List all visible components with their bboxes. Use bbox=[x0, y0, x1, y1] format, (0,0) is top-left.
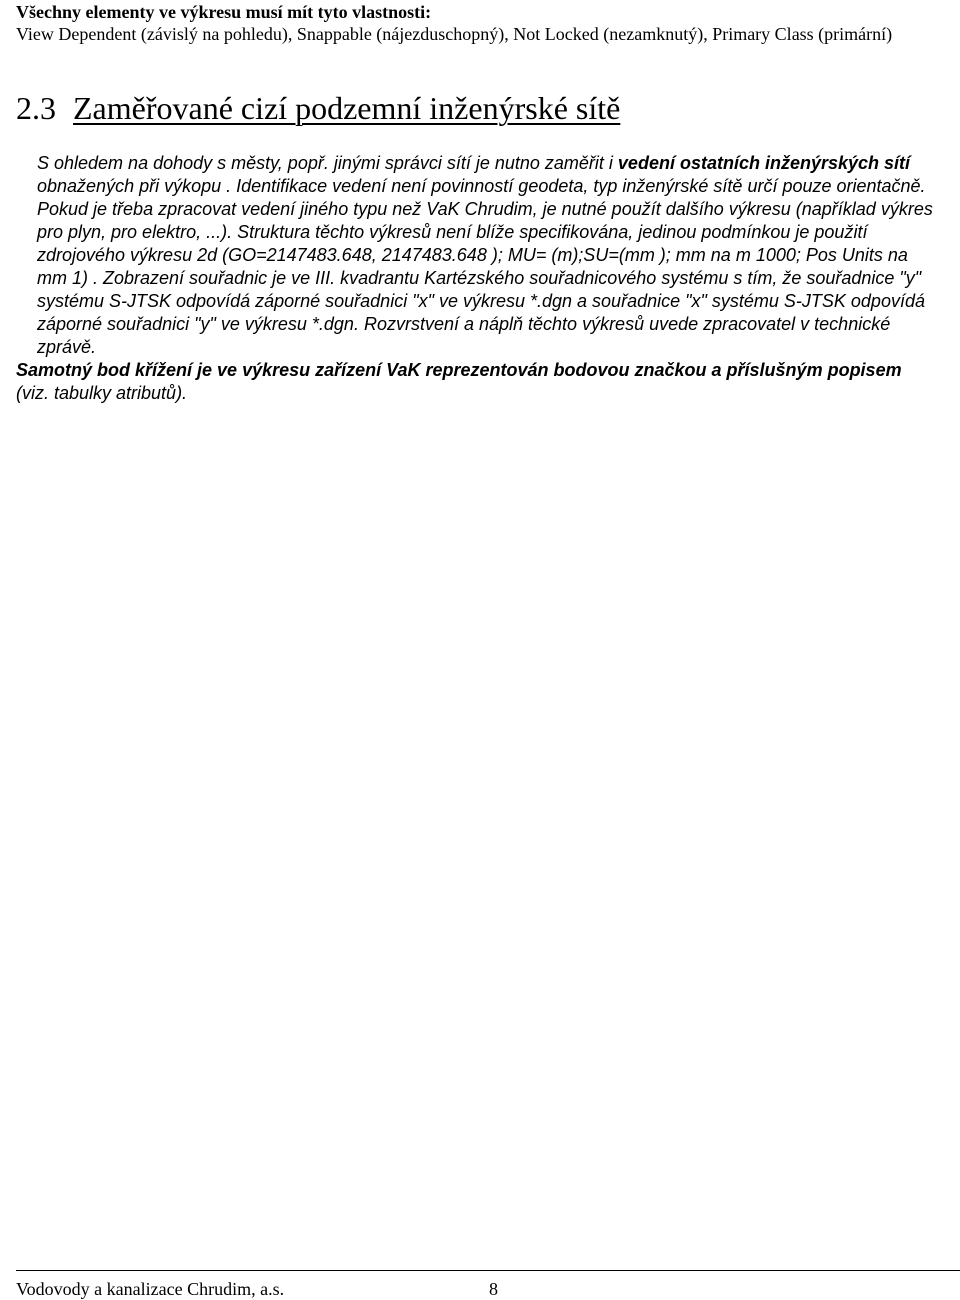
footer-company: Vodovody a kanalizace Chrudim, a.s. bbox=[16, 1279, 285, 1299]
paragraph-foreign-networks bbox=[16, 152, 936, 198]
footer-divider bbox=[16, 1270, 960, 1271]
footer-page-number: 8 bbox=[489, 1279, 498, 1299]
attributes-note bbox=[16, 2, 946, 45]
paragraph-crossing-point-rest: (viz. tabulky atributů). bbox=[16, 383, 188, 403]
paragraph-crossing-point-emphasis: Samotný bod křížení je ve výkresu zařízení VaK reprezentován bodovou značkou a příslušným popisem bbox=[16, 360, 902, 380]
section-heading bbox=[16, 88, 946, 128]
paragraph-crossing-point bbox=[16, 359, 936, 405]
section-number: 2.3 bbox=[16, 90, 56, 126]
paragraph-foreign-networks-part1: S ohledem na dohody s městy, popř. jinými správci sítí je nutno zaměřit i bbox=[37, 153, 618, 173]
section-title: Zaměřované cizí podzemní inženýrské sítě bbox=[73, 90, 621, 126]
attributes-note-lead: Všechny elementy ve výkresu musí mít tyto vlastnosti: bbox=[16, 2, 432, 22]
paragraph-foreign-networks-emphasis: vedení ostatních inženýrských sítí bbox=[617, 153, 911, 173]
page-footer bbox=[16, 1278, 946, 1300]
attributes-note-details: View Dependent (závislý na pohledu), Snappable (nájezduschopný), Not Locked (nezamknutý), Primary Class (primární) bbox=[16, 23, 893, 44]
section-body bbox=[16, 152, 936, 405]
paragraph-other-drawings: Pokud je třeba zpracovat vedení jiného typu než VaK Chrudim, je nutné použít dalšího výkresu (například výkres pro plyn, pro elektro, ...). Struktura těchto výkresů není blíže specifikována, jedinou podmínkou je použití zdrojového výkresu 2d (GO=2147483.648, 2147483.648 ); MU= (m);SU=(mm ); mm na m 1000; Pos Units na mm 1) . Zobrazení souřadnic je ve III. kvadrantu Kartézského souřadnicového systému s tím, že souřadnice "y" systému S-JTSK odpovídá záporné souřadnici "x" ve výkresu *.dgn a souřadnice "x" systému S-JTSK odpovídá záporné souřadnici "y" ve výkresu *.dgn. Rozvrstvení a náplň těchto výkresů uvede zpracovatel v technické zprávě. bbox=[37, 199, 933, 357]
paragraph-foreign-networks-part2: obnažených při výkopu . Identifikace vedení není povinností geodeta, typ inženýrské sítě určí pouze orientačně. bbox=[37, 176, 926, 196]
